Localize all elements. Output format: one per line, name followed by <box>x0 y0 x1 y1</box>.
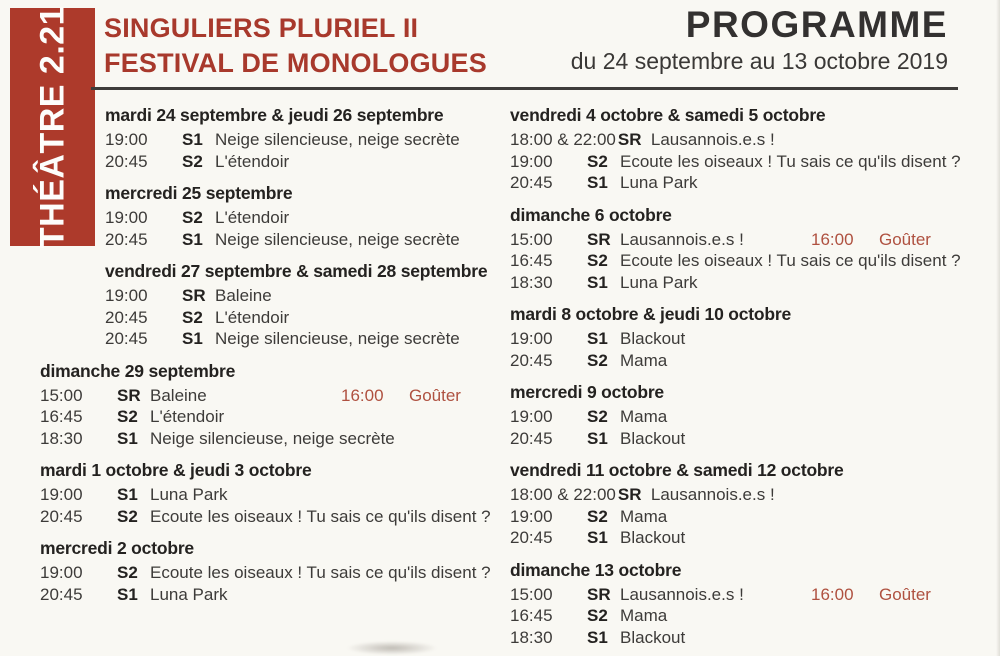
showtime: 19:00 <box>40 485 83 504</box>
schedule-column-right <box>510 104 978 656</box>
day-header: vendredi 4 octobre & samedi 5 octobre <box>510 105 826 125</box>
programme-dates: du 24 septembre au 13 octobre 2019 <box>570 48 948 74</box>
schedule-section <box>105 182 510 250</box>
showtime: 15:00 <box>510 229 553 249</box>
show-title: Ecoute les oiseaux ! Tu sais ce qu'ils disent ? <box>620 251 961 270</box>
schedule-section <box>40 537 510 605</box>
showtime: 15:00 <box>40 385 83 405</box>
schedule-row <box>105 207 510 229</box>
schedule-row <box>40 584 510 606</box>
showtime: 20:45 <box>510 428 553 448</box>
venue-code: SR <box>617 130 642 149</box>
show-title: Mama <box>620 506 668 526</box>
scan-edge-shadow <box>996 0 1000 656</box>
schedule-row <box>40 484 510 506</box>
gouter-time: 16:00 <box>811 229 854 249</box>
venue-code: S1 <box>182 130 203 149</box>
venue-code: S2 <box>587 606 608 625</box>
day-header: mercredi 9 octobre <box>510 382 664 402</box>
showtime: 20:45 <box>105 151 148 171</box>
showtime: 18:30 <box>510 272 553 292</box>
venue-code: S2 <box>182 307 203 327</box>
showtime: 15:00 <box>510 584 553 604</box>
show-title: Blackout <box>620 428 686 448</box>
show-title: L'étendoir <box>215 151 290 171</box>
schedule-row <box>105 285 510 307</box>
day-header: mardi 8 octobre & jeudi 10 octobre <box>510 304 792 324</box>
schedule-row <box>40 506 510 528</box>
schedule-row <box>510 428 978 450</box>
show-title: Lausannois.e.s ! <box>650 130 775 149</box>
schedule-section <box>40 459 510 527</box>
programme-header <box>571 3 948 77</box>
schedule-row <box>510 172 978 194</box>
schedule-section <box>510 104 978 194</box>
day-header: mercredi 2 octobre <box>40 538 194 558</box>
show-title: Blackout <box>620 627 686 647</box>
venue-code: S1 <box>117 485 138 504</box>
show-title: Baleine <box>150 385 207 405</box>
showtime: 20:45 <box>105 229 148 249</box>
venue-code: S2 <box>587 251 608 270</box>
showtime: 16:45 <box>510 606 553 625</box>
show-title: L'étendoir <box>150 407 225 426</box>
venue-code: S1 <box>587 528 608 547</box>
venue-code: S1 <box>587 272 608 292</box>
schedule-row <box>510 406 978 428</box>
show-title: L'étendoir <box>215 208 290 227</box>
show-title: Luna Park <box>150 584 228 604</box>
venue-code: S1 <box>587 627 608 647</box>
show-title: Lausannois.e.s ! <box>650 485 775 504</box>
show-title: Ecoute les oiseaux ! Tu sais ce qu'ils disent ? <box>150 506 491 526</box>
festival-title-line2: FESTIVAL DE MONOLOGUES <box>104 48 487 78</box>
schedule-section <box>510 381 978 449</box>
festival-title <box>104 11 487 81</box>
venue-code: S1 <box>117 584 138 604</box>
venue-code: S2 <box>182 208 203 227</box>
gouter-time: 16:00 <box>341 385 384 405</box>
gouter-label: Goûter <box>409 385 461 405</box>
schedule-row <box>105 129 510 151</box>
day-header: mardi 24 septembre & jeudi 26 septembre <box>105 105 444 125</box>
schedule-row <box>510 350 978 372</box>
scan-artifact <box>346 641 438 655</box>
schedule-row <box>105 307 510 329</box>
day-header: dimanche 13 octobre <box>510 559 682 580</box>
show-title: Luna Park <box>620 173 698 192</box>
venue-code: S1 <box>587 173 608 192</box>
theatre-name: THÉÂTRE 2.21 <box>33 5 71 249</box>
venue-code: SR <box>587 584 611 604</box>
showtime: 19:00 <box>105 208 148 227</box>
show-title: Neige silencieuse, neige secrète <box>215 229 460 249</box>
day-header: vendredi 27 septembre & samedi 28 septembre <box>105 261 488 281</box>
showtime: 18:00 & 22:00 <box>510 130 616 149</box>
venue-code: SR <box>117 385 141 405</box>
showtime: 20:45 <box>40 506 83 526</box>
schedule-row <box>510 328 978 350</box>
header-divider <box>91 87 958 90</box>
venue-code: S1 <box>587 428 608 448</box>
programme-title: PROGRAMME <box>685 4 948 45</box>
showtime: 20:45 <box>510 173 553 192</box>
show-title: L'étendoir <box>215 307 290 327</box>
show-title: Lausannois.e.s ! <box>620 229 744 249</box>
show-title: Blackout <box>620 329 686 348</box>
show-title: Mama <box>620 407 668 426</box>
show-title: Blackout <box>620 528 686 547</box>
showtime: 19:00 <box>510 407 553 426</box>
venue-code: SR <box>617 485 642 504</box>
schedule-section <box>510 303 978 371</box>
show-title: Mama <box>620 350 668 370</box>
venue-code: S2 <box>587 350 608 370</box>
venue-code: S1 <box>587 329 608 348</box>
schedule-row <box>40 428 510 450</box>
show-title: Mama <box>620 606 668 625</box>
schedule-section <box>510 459 978 549</box>
schedule-row <box>510 151 978 173</box>
festival-title-line1: SINGULIERS PLURIEL II <box>104 13 419 43</box>
show-title: Ecoute les oiseaux ! Tu sais ce qu'ils disent ? <box>620 151 961 171</box>
showtime: 20:45 <box>510 528 553 547</box>
schedule-section <box>105 260 510 350</box>
schedule-section <box>510 204 978 294</box>
day-header: mercredi 25 septembre <box>105 183 293 203</box>
show-title: Lausannois.e.s ! <box>620 584 744 604</box>
schedule-row <box>40 562 510 584</box>
venue-code: S2 <box>587 151 608 171</box>
show-title: Ecoute les oiseaux ! Tu sais ce qu'ils disent ? <box>150 563 491 582</box>
showtime: 16:45 <box>510 251 553 270</box>
venue-code: S1 <box>182 229 203 249</box>
schedule-row <box>510 506 978 528</box>
schedule-row <box>510 605 978 627</box>
gouter-time: 16:00 <box>811 584 854 604</box>
day-header: dimanche 29 septembre <box>40 360 236 381</box>
schedule-row <box>105 328 510 350</box>
day-header: vendredi 11 octobre & samedi 12 octobre <box>510 460 844 480</box>
venue-code: S2 <box>587 506 608 526</box>
schedule-section <box>40 360 510 450</box>
show-title: Luna Park <box>620 272 698 292</box>
showtime: 19:00 <box>105 130 148 149</box>
show-title: Neige silencieuse, neige secrète <box>150 428 395 448</box>
schedule-section <box>105 104 510 172</box>
show-title: Luna Park <box>150 485 228 504</box>
venue-code: S2 <box>117 407 138 426</box>
showtime: 16:45 <box>40 407 83 426</box>
showtime: 19:00 <box>510 506 553 526</box>
schedule-row <box>40 406 510 428</box>
showtime: 18:00 & 22:00 <box>510 485 616 504</box>
schedule-row <box>40 385 510 407</box>
showtime: 19:00 <box>105 286 148 305</box>
venue-code: S2 <box>587 407 608 426</box>
venue-code: S2 <box>182 151 203 171</box>
venue-code: SR <box>182 286 206 305</box>
schedule-row <box>510 129 978 151</box>
showtime: 20:45 <box>40 584 83 604</box>
schedule-row <box>105 229 510 251</box>
showtime: 20:45 <box>105 307 148 327</box>
gouter-label: Goûter <box>879 229 931 249</box>
gouter-label: Goûter <box>879 584 931 604</box>
schedule-row <box>510 272 978 294</box>
showtime: 20:45 <box>105 329 148 348</box>
schedule-section <box>510 559 978 649</box>
schedule-row <box>510 484 978 506</box>
showtime: 20:45 <box>510 350 553 370</box>
day-header: mardi 1 octobre & jeudi 3 octobre <box>40 460 312 480</box>
venue-code: S2 <box>117 506 138 526</box>
schedule-column-left <box>40 104 510 615</box>
venue-code: SR <box>587 229 611 249</box>
schedule-row <box>510 627 978 649</box>
show-title: Neige silencieuse, neige secrète <box>215 329 460 348</box>
show-title: Neige silencieuse, neige secrète <box>215 130 460 149</box>
schedule-row <box>510 250 978 272</box>
day-header: dimanche 6 octobre <box>510 204 672 225</box>
show-title: Baleine <box>215 286 272 305</box>
showtime: 19:00 <box>510 329 553 348</box>
venue-code: S1 <box>117 428 138 448</box>
venue-code: S1 <box>182 329 203 348</box>
schedule-row <box>105 151 510 173</box>
showtime: 19:00 <box>510 151 553 171</box>
showtime: 18:30 <box>40 428 83 448</box>
schedule-row <box>510 527 978 549</box>
schedule-row <box>510 229 978 251</box>
showtime: 19:00 <box>40 563 83 582</box>
schedule-row <box>510 584 978 606</box>
venue-code: S2 <box>117 563 138 582</box>
showtime: 18:30 <box>510 627 553 647</box>
